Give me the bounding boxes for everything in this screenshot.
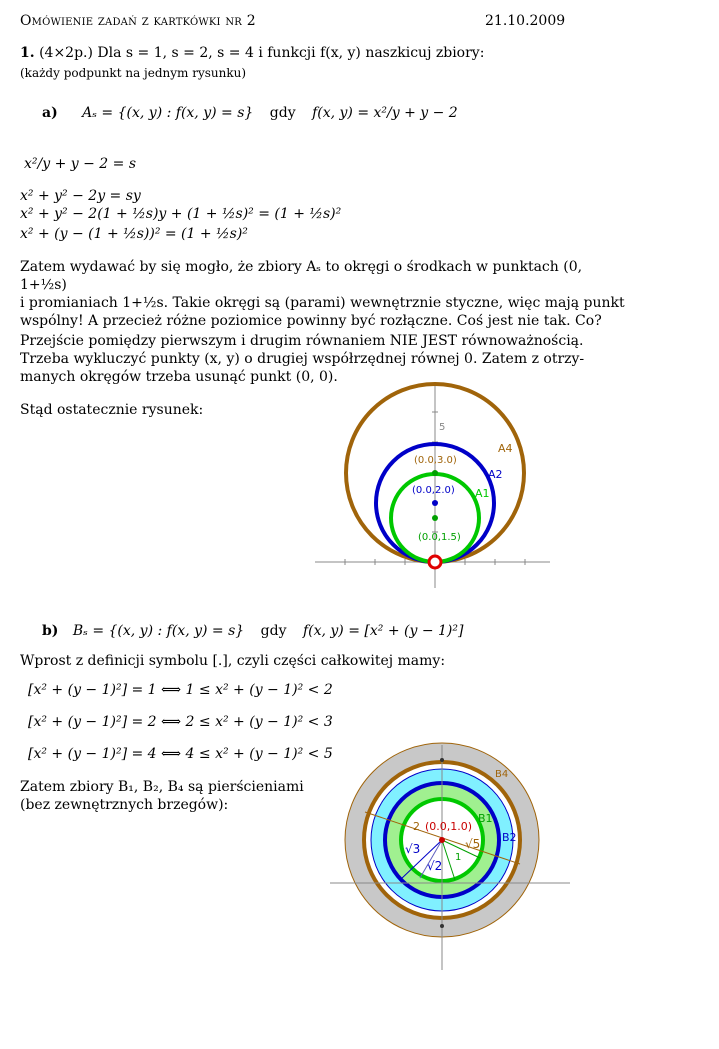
part-a-stad: Stąd ostatecznie rysunek: bbox=[20, 402, 204, 418]
part-b-label: b) bbox=[42, 623, 59, 639]
part-a-eq3: x² + y² − 2(1 + ½s)y + (1 + ½s)² = (1 + ½s)² bbox=[20, 206, 342, 222]
label-b1: B1 bbox=[478, 812, 493, 825]
part-b-function: f(x, y) = [x² + (y − 1)²] bbox=[302, 623, 464, 639]
label-r1: 1 bbox=[455, 852, 462, 863]
part-a-p1-line1: Zatem wydawać by się mogło, że zbiory Aₛ to okręgi o środkach w punktach (0, 1+½s) bbox=[20, 259, 583, 293]
part-a-definition-line bbox=[42, 104, 542, 122]
part-b-eq3: [x² + (y − 1)²] = 4 ⟺ 4 ≤ x² + (y − 1)² < 5 bbox=[28, 746, 333, 762]
part-a-paragraph1 bbox=[20, 258, 630, 330]
label-a2: A2 bbox=[488, 468, 503, 481]
part-a-function: f(x, y) = x²/y + y − 2 bbox=[312, 105, 458, 121]
label-b2: B2 bbox=[502, 831, 517, 844]
label-sqrt5: √5 bbox=[465, 837, 481, 851]
center-a1-point bbox=[432, 515, 438, 521]
part-b-conclusion-line1: Zatem zbiory B₁, B₂, B₄ są pierścieniami bbox=[20, 779, 304, 795]
part-a-paragraph2 bbox=[20, 332, 630, 386]
label-sqrt3: √3 bbox=[405, 842, 421, 856]
figure-a-tick5: 5 bbox=[439, 422, 446, 433]
part-b-conclusion bbox=[20, 778, 304, 814]
part-a-p2-line1: Przejście pomiędzy pierwszym i drugim równaniem NIE JEST równoważnością. bbox=[20, 333, 584, 349]
part-b-gdy: gdy bbox=[260, 623, 287, 639]
label-r2: 2 bbox=[413, 820, 420, 833]
header-title: Omówienie zadań z kartkówki nr 2 bbox=[20, 13, 256, 29]
center-a2-point bbox=[432, 500, 438, 506]
header-date: 21.10.2009 bbox=[485, 13, 566, 29]
label-sqrt2: √2 bbox=[427, 859, 443, 873]
figure-a-circles bbox=[310, 380, 555, 592]
label-a1: A1 bbox=[475, 487, 490, 500]
part-a-p2-line3: manych okręgów trzeba usunąć punkt (0, 0). bbox=[20, 369, 338, 385]
task1-number: 1. bbox=[20, 45, 35, 61]
part-a-p2-line2: Trzeba wykluczyć punkty (x, y) o drugiej współrzędnej równej 0. Zatem z otrzy- bbox=[20, 351, 585, 367]
label-p4: (0.0,3.0) bbox=[414, 455, 457, 466]
center-b-point bbox=[439, 837, 445, 843]
label-a4: A4 bbox=[498, 442, 513, 455]
part-b-eq1: [x² + (y − 1)²] = 1 ⟺ 1 ≤ x² + (y − 1)² < 2 bbox=[28, 682, 333, 698]
part-a-eq2: x² + y² − 2y = sy bbox=[20, 188, 141, 204]
task1-intro bbox=[20, 44, 620, 62]
label-b4: B4 bbox=[495, 769, 509, 780]
part-a-eq4: x² + (y − (1 + ½s))² = (1 + ½s)² bbox=[20, 226, 248, 242]
part-b-definition-line bbox=[42, 622, 562, 640]
part-b-intro: Wprost z definicji symbolu [.], czyli części całkowitej mamy: bbox=[20, 653, 446, 669]
part-b-conclusion-line2: (bez zewnętrznych brzegów): bbox=[20, 797, 229, 813]
point-b-top bbox=[440, 758, 444, 762]
part-a-eq1: x²/y + y − 2 = s bbox=[24, 156, 137, 172]
center-a4-point bbox=[432, 470, 438, 476]
part-a-label: a) bbox=[42, 105, 58, 121]
part-a-p1-line3: wspólny! A przecież różne poziomice powinny być rozłączne. Coś jest nie tak. Co? bbox=[20, 313, 602, 329]
point-b-bottom bbox=[440, 924, 444, 928]
figure-b-rings bbox=[325, 740, 575, 980]
part-b-set-def: Bₛ = {(x, y) : f(x, y) = s} bbox=[72, 623, 245, 639]
label-p2: (0.0,2.0) bbox=[412, 485, 455, 496]
task1-intro-text: (4×2p.) Dla s = 1, s = 2, s = 4 i funkcji f(x, y) naszkicuj zbiory: bbox=[39, 45, 485, 61]
part-a-set-def: Aₛ = {(x, y) : f(x, y) = s} bbox=[82, 105, 254, 121]
part-a-gdy: gdy bbox=[269, 105, 296, 121]
label-center-b: (0.0,1.0) bbox=[425, 820, 473, 833]
task1-note: (każdy podpunkt na jednym rysunku) bbox=[20, 66, 247, 80]
part-a-p1-line2: i promianiach 1+½s. Takie okręgi są (parami) wewnętrznie styczne, więc mają punkt bbox=[20, 295, 625, 311]
part-b-eq2: [x² + (y − 1)²] = 2 ⟺ 2 ≤ x² + (y − 1)² < 3 bbox=[28, 714, 333, 730]
origin-removed-point bbox=[429, 556, 441, 568]
label-p1: (0.0,1.5) bbox=[418, 532, 461, 543]
